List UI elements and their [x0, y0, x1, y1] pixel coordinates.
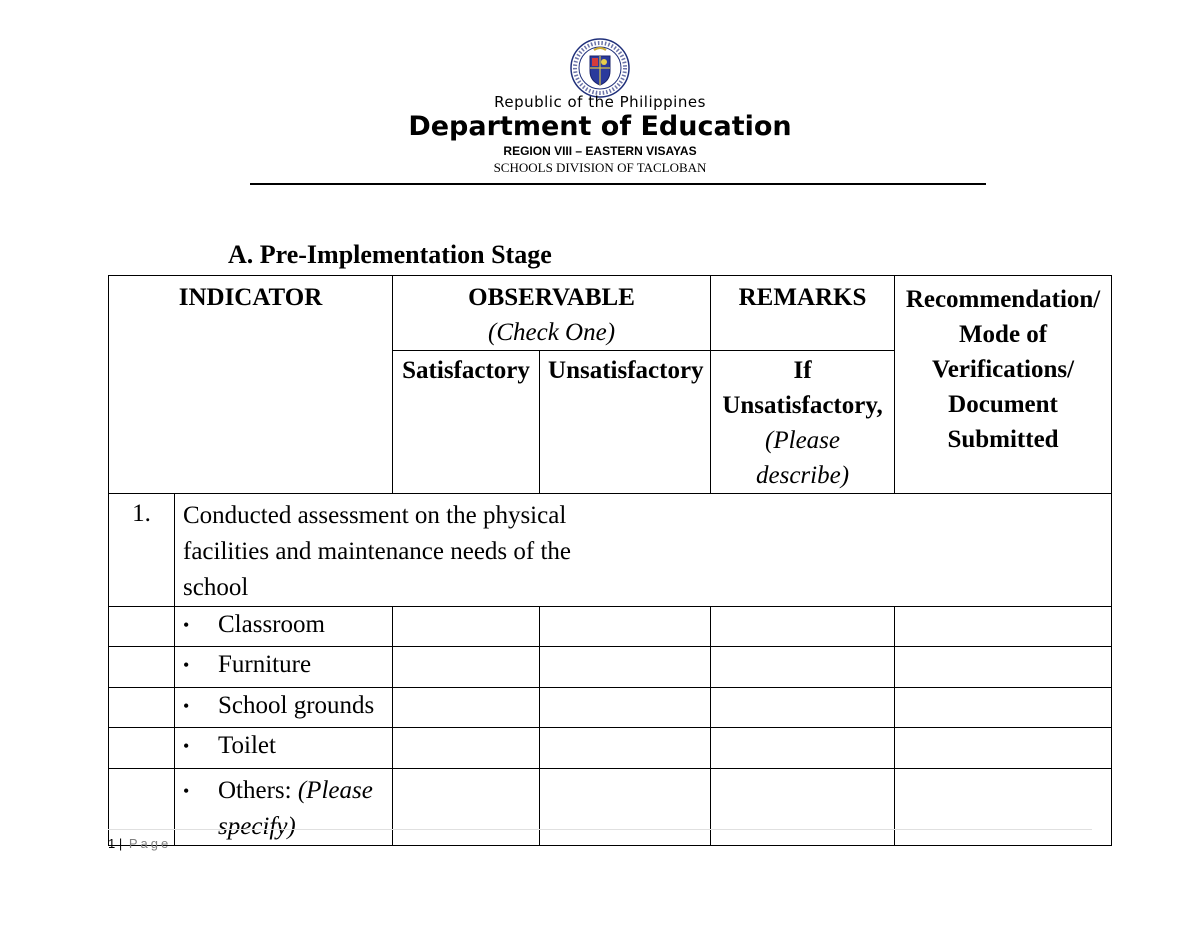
- sub-item-toilet: [175, 728, 393, 769]
- item-description-cell: [175, 494, 1112, 607]
- blank-number-cell: [109, 769, 175, 846]
- remarks-input-cell[interactable]: [711, 769, 895, 846]
- bullet-icon: •: [183, 615, 190, 635]
- bullet-icon: •: [183, 655, 190, 675]
- remarks-input-cell[interactable]: [711, 728, 895, 769]
- sub-item-label: Furniture: [218, 651, 312, 678]
- sub-item-classroom: [175, 607, 393, 647]
- footer-separator: |: [118, 836, 123, 851]
- item-number-cell: [109, 494, 175, 607]
- unsatisfactory-check-cell[interactable]: [540, 647, 711, 688]
- item-number: 1.: [132, 500, 151, 527]
- page-label: Page: [128, 836, 172, 851]
- department-heading: Department of Education: [408, 111, 792, 142]
- remarks-header: [711, 276, 895, 351]
- bullet-icon: •: [183, 781, 190, 801]
- unsatisfactory-check-cell[interactable]: [540, 688, 711, 728]
- bullet-icon: •: [183, 736, 190, 756]
- blank-number-cell: [109, 607, 175, 647]
- sub-item-school-grounds: [175, 688, 393, 728]
- table-row: [109, 647, 1112, 688]
- others-note: (Please specify): [218, 777, 373, 840]
- if-unsatisfactory-label: If Unsatisfactory,: [722, 357, 883, 419]
- unsatisfactory-check-cell[interactable]: [540, 728, 711, 769]
- observable-header: [393, 276, 711, 351]
- observable-label: OBSERVABLE: [468, 284, 635, 311]
- remarks-label: REMARKS: [738, 284, 867, 311]
- unsatisfactory-header: [540, 351, 711, 494]
- indicator-label: INDICATOR: [178, 284, 323, 311]
- unsatisfactory-label: Unsatisfactory: [548, 357, 704, 384]
- unsatisfactory-check-cell[interactable]: [540, 607, 711, 647]
- deped-seal-logo: [570, 38, 630, 98]
- sub-item-label: Classroom: [218, 611, 325, 638]
- table-row: [109, 607, 1112, 647]
- unsatisfactory-check-cell[interactable]: [540, 769, 711, 846]
- header-divider: [250, 183, 986, 185]
- indicator-row: [109, 494, 1112, 607]
- satisfactory-check-cell[interactable]: [393, 647, 540, 688]
- item-description: Conducted assessment on the physical facilities and maintenance needs of the school: [183, 502, 572, 601]
- remarks-input-cell[interactable]: [711, 607, 895, 647]
- page-footer: [108, 836, 171, 851]
- sub-item-label: Toilet: [218, 732, 276, 759]
- region-heading: REGION VIII – EASTERN VISAYAS: [503, 144, 697, 158]
- republic-heading: Republic of the Philippines: [494, 93, 706, 111]
- please-describe-note: (Please describe): [756, 427, 850, 489]
- table-row: [109, 769, 1112, 846]
- footer-divider: [108, 829, 1092, 830]
- satisfactory-check-cell[interactable]: [393, 688, 540, 728]
- table-row: [109, 728, 1112, 769]
- recommendation-input-cell[interactable]: [895, 728, 1112, 769]
- table-row: [109, 688, 1112, 728]
- recommendation-input-cell[interactable]: [895, 647, 1112, 688]
- pre-implementation-table: [108, 275, 1112, 846]
- recommendation-input-cell[interactable]: [895, 688, 1112, 728]
- blank-number-cell: [109, 647, 175, 688]
- recommendation-label: Recommendation/ Mode of Verifications/ Document Submitted: [905, 286, 1101, 453]
- section-title: A. Pre-Implementation Stage: [228, 240, 552, 269]
- indicator-header: [109, 276, 393, 494]
- blank-number-cell: [109, 728, 175, 769]
- page-number: 1: [108, 836, 116, 851]
- satisfactory-label: Satisfactory: [402, 357, 530, 384]
- blank-number-cell: [109, 688, 175, 728]
- others-label: Others:: [218, 777, 292, 804]
- remarks-input-cell[interactable]: [711, 647, 895, 688]
- satisfactory-check-cell[interactable]: [393, 728, 540, 769]
- satisfactory-check-cell[interactable]: [393, 769, 540, 846]
- remarks-input-cell[interactable]: [711, 688, 895, 728]
- sub-item-furniture: [175, 647, 393, 688]
- check-one-note: (Check One): [488, 319, 616, 346]
- sub-item-others: [175, 769, 393, 846]
- recommendation-input-cell[interactable]: [895, 769, 1112, 846]
- satisfactory-check-cell[interactable]: [393, 607, 540, 647]
- sub-item-label: School grounds: [218, 692, 375, 719]
- recommendation-header: [895, 276, 1112, 494]
- bullet-icon: •: [183, 696, 190, 716]
- if-unsatisfactory-header: [711, 351, 895, 494]
- satisfactory-header: [393, 351, 540, 494]
- division-heading: SCHOOLS DIVISION OF TACLOBAN: [493, 160, 707, 175]
- recommendation-input-cell[interactable]: [895, 607, 1112, 647]
